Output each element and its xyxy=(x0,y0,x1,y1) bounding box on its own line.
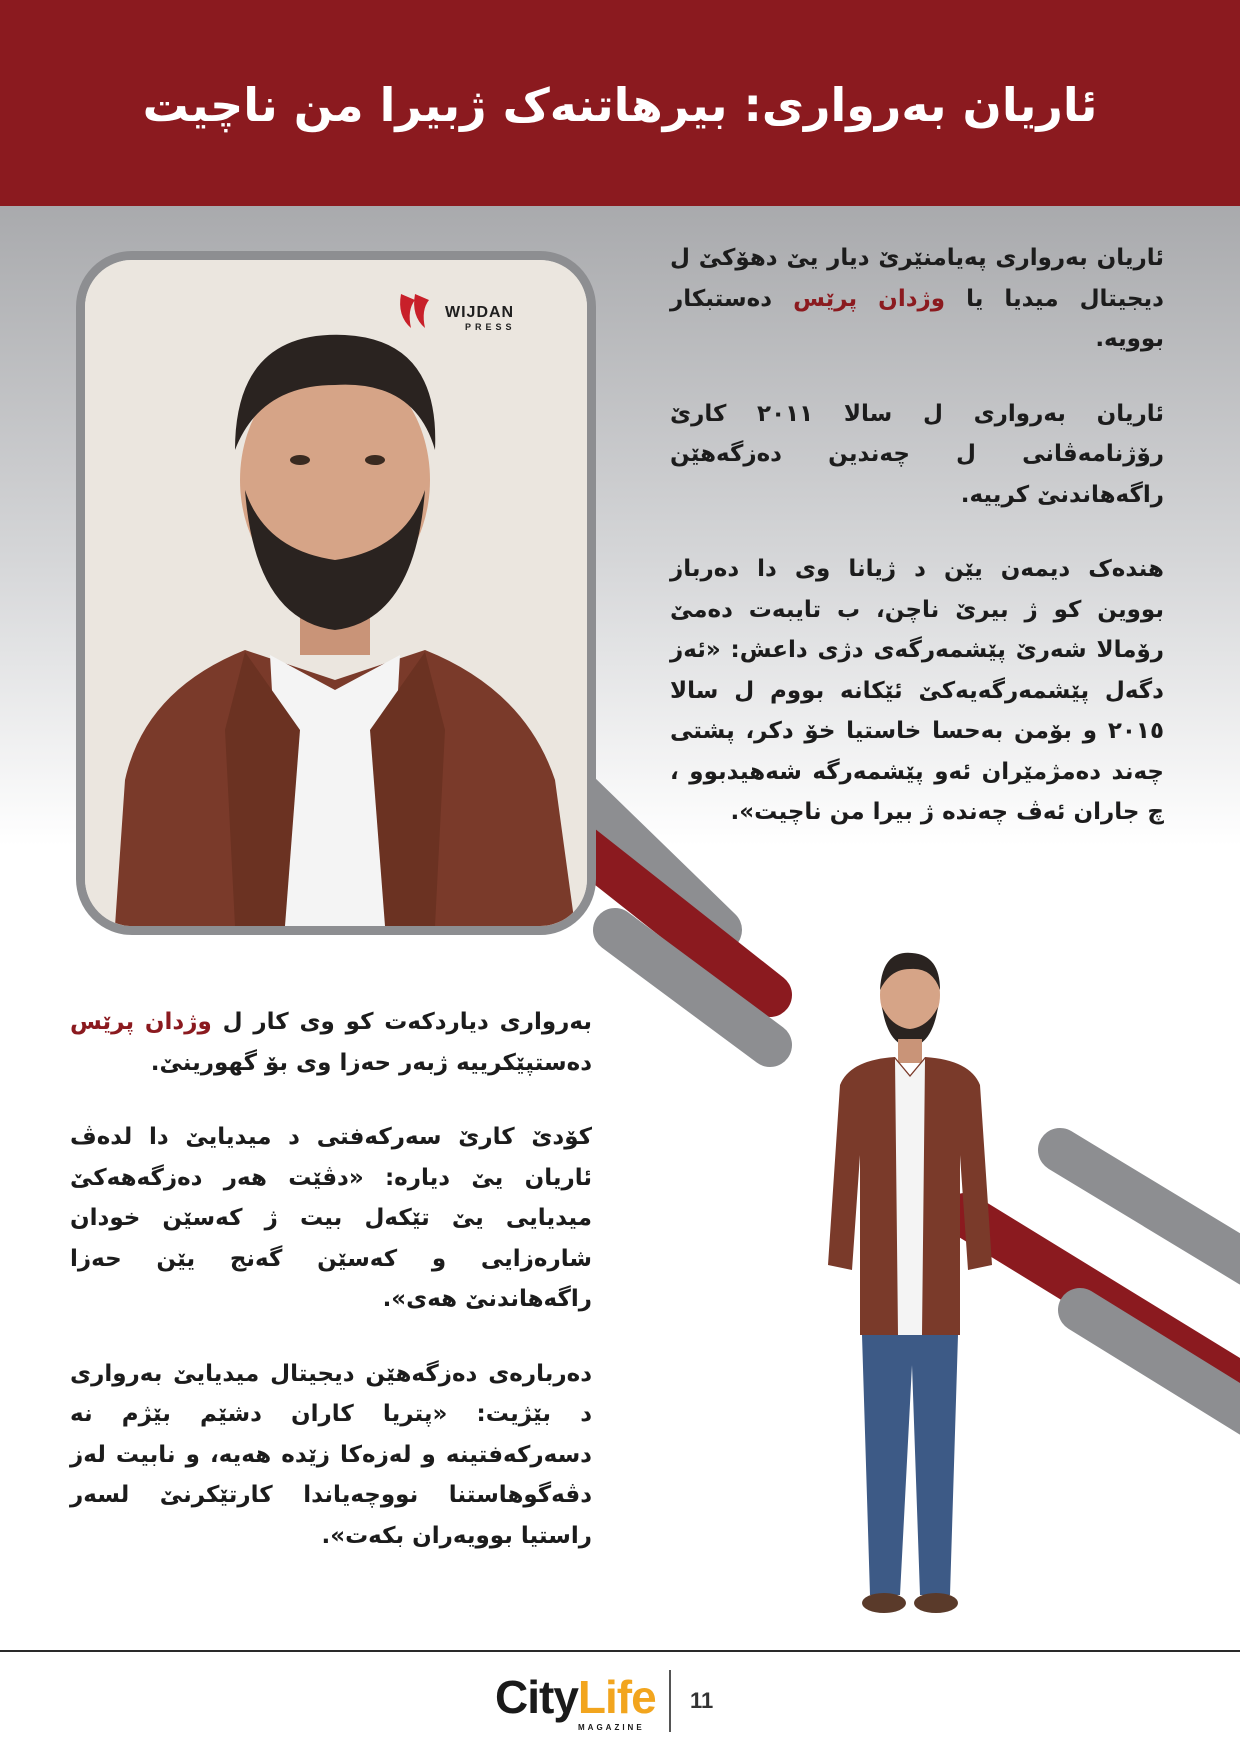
article-column-top xyxy=(670,238,1164,867)
page-number: 11 xyxy=(690,1688,714,1713)
article-paragraph: کۆدێ کارێ سەرکەفتی د میدیایێ دا لدەڤ ئاریان یێ دیارە: «دڤێت هەر دەزگەهەکێ میدیایی یێ تێکەل بیت ژ کەسێن خودان شارەزایی و کەسێن گەنج یێن حەزا راگەهاندنێ هەی». xyxy=(70,1124,592,1312)
citylife-logo-subtitle: MAGAZINE xyxy=(578,1723,645,1732)
article-column-bottom xyxy=(70,1002,592,1590)
logo-name: WIJDAN xyxy=(445,304,515,321)
footer-divider xyxy=(0,1650,1240,1652)
article-paragraph: بەرواری دیاردکەت کو وی کار ل وژدان پرێس دەستپێکرییە ژبەر حەزا وی بۆ گهورینێ. xyxy=(70,1009,592,1076)
standing-figure-photo xyxy=(800,935,1010,1635)
brand-highlight: وژدان پرێس xyxy=(793,285,946,312)
article-paragraph: ئاریان بەرواری ل سالا ٢٠١١ کارێ رۆژنامەڤانی ل چەندین دەزگەهێن راگەهاندنێ کرییە. xyxy=(670,400,1165,508)
brand-highlight: وژدان پرێس xyxy=(70,1009,212,1035)
citylife-logo: CityLife xyxy=(495,1671,656,1723)
wijdan-press-logo xyxy=(395,282,565,342)
article-paragraph: دەربارەی دەزگەهێن دیجیتال میدیایێ بەرواری د بێژیت: «پتریا کاران دشێم بێژم نە دسەرکەفتینە و لەزەکا زێدە هەیە، و نابیت لەز دڤەگوهاستنا نووچەیاندا کارتێکرنێ لسەر راستیا بوویەران بکەت». xyxy=(70,1360,592,1549)
wijdan-logo-icon xyxy=(395,286,443,334)
portrait-photo xyxy=(76,251,596,935)
article-paragraph: هندەک دیمەن یێن د ژیانا وی دا دەرباز بووین کو ژ بیرێ ناچن، ب تایبەت دەمێ رۆمالا شەرێ پێشمەرگەی دژی داعش: «ئەز دگەل پێشمەرگەیەکێ ئێکانە بووم ل سالا ٢٠١٥ و بۆمن بەحسا خاستیا خۆ دکر، پشتی چەند دەمژمێران ئەو پێشمەرگە شەهیدبوو ، چ جاران ئەڤ چەندە ژ بیرا من ناچیت». xyxy=(670,556,1164,825)
logo-sub: PRESS xyxy=(465,322,516,332)
footer-separator xyxy=(669,1670,671,1732)
stripe-gray-3 xyxy=(1060,1150,1240,1265)
article-paragraph: ئاریان بەرواری پەیامنێرێ دیار یێ دهۆکێ ل دیجیتال میدیا یا وژدان پرێس دەستبکار بوویە. xyxy=(670,245,1164,352)
portrait-illustration xyxy=(85,260,587,926)
page-title: ئاریان بەرواری: بیرهاتنەک ژبیرا من ناچیت xyxy=(142,78,1098,132)
